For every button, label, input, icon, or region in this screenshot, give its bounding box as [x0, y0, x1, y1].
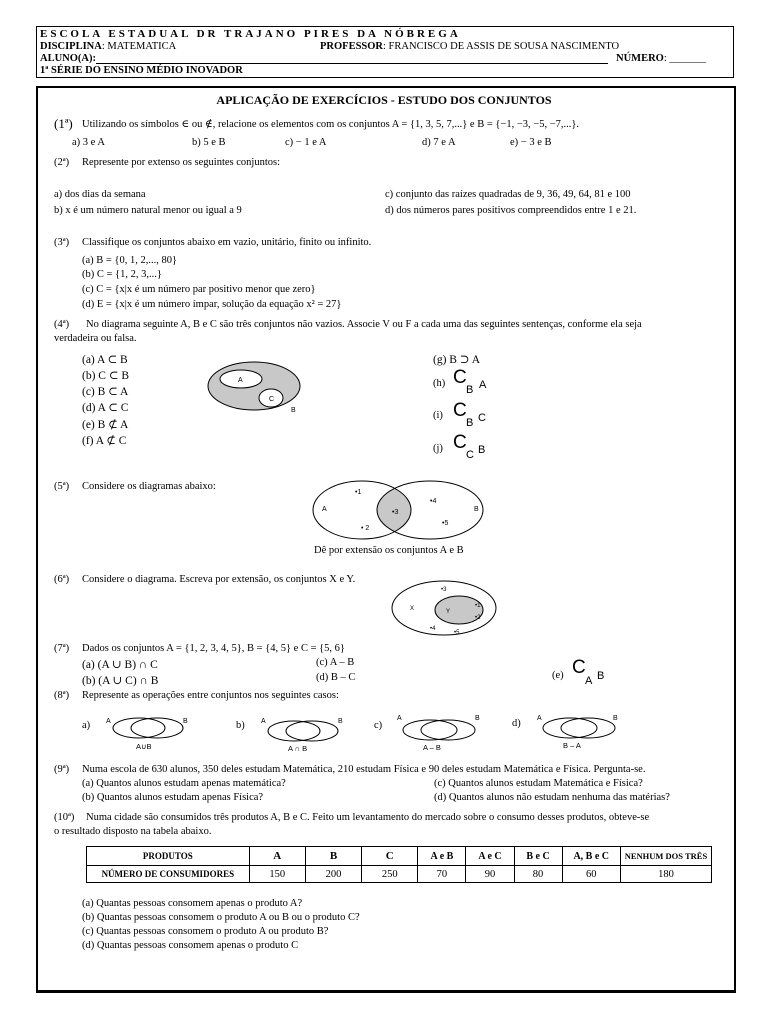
- q3-item-b: (b) C = {1, 2, 3,...}: [82, 269, 162, 280]
- q8-text: Represente as operações entre conjuntos nos seguintes casos:: [82, 690, 339, 701]
- q5-number: (5ª): [54, 481, 70, 492]
- q7-e-arg: B: [597, 670, 605, 682]
- q6-text: Considere o diagrama. Escreva por extensão, os conjuntos X e Y.: [82, 574, 356, 585]
- page-title: APLICAÇÃO DE EXERCÍCIOS - ESTUDO DOS CONJUNTOS: [216, 93, 552, 107]
- q4-item-d: (d) A ⊂ C: [82, 402, 129, 414]
- q6-venn-diagram: [390, 578, 502, 640]
- q4-text: No diagrama seguinte A, B e C são três conjuntos não vazios. Associe V ou F a cada uma das seguintes sentenças, conforme ela seja: [86, 319, 642, 330]
- q6-number: (6ª): [54, 574, 70, 585]
- q8-diagram-b: [258, 710, 348, 752]
- q2-item-c: c) conjunto das raízes quadradas de 9, 36, 49, 64, 81 e 100: [385, 189, 631, 200]
- table-header-cell: B e C: [514, 847, 562, 866]
- disciplina-label: DISCIPLINA: [40, 41, 102, 52]
- q10-text: Numa cidade são consumidos três produtos A, B e C. Feito um levantamento do mercado sobre o consumo desses produtos, obteve-se: [86, 812, 650, 823]
- q4-j-arg: B: [478, 444, 486, 456]
- q8-c-label-A: A: [397, 715, 402, 722]
- disciplina-line: [40, 41, 176, 52]
- numero-label: NÚMERO: [616, 53, 664, 64]
- q10-number: (10ª): [54, 812, 75, 823]
- q1-item-d: d) 7 e A: [422, 137, 456, 148]
- q9-item-c: (c) Quantos alunos estudam Matemática e Física?: [434, 778, 643, 789]
- q4-i-complement-C: C: [453, 400, 467, 421]
- q8-b-label-B: B: [338, 718, 343, 725]
- q3-item-c: (c) C = {x|x é um número par positivo menor que zero}: [82, 284, 316, 295]
- q4-h-complement-C: C: [453, 367, 467, 388]
- q5-caption: Dê por extensão os conjuntos A e B: [314, 545, 464, 556]
- q4-item-c: (c) B ⊂ A: [82, 386, 129, 398]
- aluno-label: ALUNO(A):: [40, 53, 96, 64]
- q7-number: (7ª): [54, 643, 70, 654]
- q1-item-c: c) − 1 e A: [285, 137, 327, 148]
- q8-a-letter: a): [82, 720, 91, 731]
- q8-c-letter: c): [374, 720, 383, 731]
- q5-label-A: A: [322, 506, 327, 513]
- q4-i-sub: B: [466, 417, 474, 429]
- q1-item-e: e) − 3 e B: [510, 137, 552, 148]
- q4-j-complement-C: C: [453, 432, 467, 453]
- q5-element-5: •5: [442, 520, 449, 527]
- q8-d-caption: B – A: [563, 741, 581, 750]
- q8-d-label-B: B: [613, 715, 618, 722]
- q4-item-j-label: (j): [433, 443, 443, 454]
- table-header-row: [87, 847, 712, 866]
- q2-item-a: a) dos dias da semana: [54, 189, 146, 200]
- q8-b-letter: b): [236, 720, 245, 731]
- q5-text: Considere os diagramas abaixo:: [82, 481, 216, 492]
- q8-diagram-a: [103, 710, 193, 752]
- q4-h-sub: B: [466, 384, 474, 396]
- q8-d-letter: d): [512, 718, 521, 729]
- q10-item-a: (a) Quantas pessoas consomem apenas o produto A?: [82, 898, 303, 909]
- table-header-cell: A e B: [418, 847, 466, 866]
- q9-number: (9ª): [54, 764, 70, 775]
- q3-number: (3ª): [54, 237, 70, 248]
- aluno-line[interactable]: [96, 63, 608, 64]
- q9-text: Numa escola de 630 alunos, 350 deles estudam Matemática, 210 estudam Física e 90 deles estudam Matemática e Física. Pergunta-se.: [82, 764, 646, 775]
- q8-a-label-A: A: [106, 718, 111, 725]
- q8-c-label-B: B: [475, 715, 480, 722]
- q4-venn-diagram: [205, 360, 305, 416]
- q7-item-e-label: (e): [552, 670, 564, 681]
- table-cell: 80: [514, 866, 562, 883]
- table-cell: 90: [466, 866, 514, 883]
- disciplina-value: : MATEMATICA: [101, 41, 177, 52]
- numero-blank[interactable]: : _______: [663, 53, 707, 64]
- q10-consumption-table: [86, 846, 712, 883]
- serie-label: 1ª SÉRIE DO ENSINO MÉDIO INOVADOR: [40, 65, 243, 76]
- q7-e-sub: A: [585, 675, 593, 687]
- q2-text: Represente por extenso os seguintes conjuntos:: [82, 157, 281, 168]
- q6-element-2: •2: [475, 615, 481, 621]
- table-cell: 180: [620, 866, 711, 883]
- q4-text-2: verdadeira ou falsa.: [54, 333, 137, 344]
- table-header-cell: A: [249, 847, 305, 866]
- table-row: [87, 866, 712, 883]
- table-header-cell: A, B e C: [562, 847, 620, 866]
- table-header-cell: PRODUTOS: [87, 847, 250, 866]
- professor-value: : FRANCISCO DE ASSIS DE SOUSA NASCIMENTO: [383, 41, 620, 52]
- q4-item-a: (a) A ⊂ B: [82, 354, 128, 366]
- q7-item-c: (c) A – B: [316, 657, 355, 668]
- q4-item-e: (e) B ⊄ A: [82, 419, 129, 431]
- table-cell: 200: [305, 866, 361, 883]
- q3-item-a: (a) B = {0, 1, 2,..., 80}: [82, 255, 178, 266]
- q8-d-label-A: A: [537, 715, 542, 722]
- table-cell: 150: [249, 866, 305, 883]
- table-cell: 250: [362, 866, 418, 883]
- q6-label-X: X: [410, 606, 415, 612]
- q7-text: Dados os conjuntos A = {1, 2, 3, 4, 5}, B = {4, 5} e C = {5, 6}: [82, 643, 345, 654]
- q10-item-b: (b) Quantas pessoas consomem o produto A ou B ou o produto C?: [82, 912, 360, 923]
- q7-item-b: (b) (A ∪ C) ∩ B: [82, 675, 159, 687]
- q2-item-b: b) x é um número natural menor ou igual a 9: [54, 205, 242, 216]
- q4-h-arg: A: [479, 379, 487, 391]
- q1-text: Utilizando os símbolos ∈ ou ∉, relacione os elementos com os conjuntos A = {1, 3, 5, 7,...} e B = {−1, −3, −5, −7,...}.: [82, 119, 580, 130]
- q9-item-b: (b) Quantos alunos estudam apenas Física?: [82, 792, 264, 803]
- q5-element-4: •4: [430, 498, 437, 505]
- q6-element-1: •1: [475, 603, 481, 609]
- q5-element-1: •1: [355, 489, 362, 496]
- table-header-cell: NENHUM DOS TRÊS: [620, 847, 711, 866]
- table-header-cell: B: [305, 847, 361, 866]
- q4-i-arg: C: [478, 412, 486, 424]
- q7-complement-C: C: [572, 657, 586, 678]
- q7-item-d: (d) B – C: [316, 672, 356, 683]
- q6-element-5: •5: [454, 630, 460, 636]
- professor-line: [320, 41, 619, 52]
- q8-number: (8ª): [54, 690, 70, 701]
- q5-venn-diagram: [312, 478, 492, 542]
- q8-diagram-c: [393, 710, 485, 752]
- q9-item-a: (a) Quantos alunos estudam apenas matemática?: [82, 778, 286, 789]
- q5-element-2: • 2: [361, 525, 370, 532]
- q10-item-c: (c) Quantas pessoas consomem o produto A ou produto B?: [82, 926, 329, 937]
- q4-label-C: C: [269, 396, 275, 403]
- professor-label: PROFESSOR: [320, 41, 384, 52]
- q10-text-2: o resultado disposto na tabela abaixo.: [54, 826, 212, 837]
- table-cell: 60: [562, 866, 620, 883]
- school-name: ESCOLA ESTADUAL DR TRAJANO PIRES DA NÓBREGA: [40, 28, 461, 40]
- q5-label-B: B: [474, 506, 479, 513]
- q6-element-3: •3: [441, 587, 447, 593]
- q8-b-caption: A ∩ B: [288, 744, 308, 752]
- q7-item-a: (a) (A ∪ B) ∩ C: [82, 659, 158, 671]
- q6-element-4: •4: [430, 626, 436, 632]
- q2-item-d: d) dos números pares positivos compreendidos entre 1 e 21.: [385, 205, 637, 216]
- q4-item-h-label: (h): [433, 378, 446, 389]
- q9-item-d: (d) Quantos alunos não estudam nenhuma das matérias?: [434, 792, 670, 803]
- q1-item-a: a) 3 e A: [72, 137, 105, 148]
- q8-c-caption: A – B: [423, 743, 441, 752]
- table-header-cell: A e C: [466, 847, 514, 866]
- q2-number: (2ª): [54, 157, 70, 168]
- q8-diagram-d: [533, 710, 625, 752]
- q1-item-b: b) 5 e B: [192, 137, 226, 148]
- table-row-label: NÚMERO DE CONSUMIDORES: [87, 866, 250, 883]
- q4-label-A: A: [238, 377, 243, 384]
- q3-text: Classifique os conjuntos abaixo em vazio, unitário, finito ou infinito.: [82, 237, 372, 248]
- q4-item-g: (g) B ⊃ A: [433, 354, 481, 366]
- q3-item-d: (d) E = {x|x é um número ímpar, solução da equação x² = 27}: [82, 299, 342, 310]
- q8-a-caption: A∪B: [136, 742, 152, 751]
- q6-label-Y: Y: [446, 609, 451, 615]
- q10-item-d: (d) Quantas pessoas consomem apenas o produto C: [82, 940, 299, 951]
- numero-line: [616, 53, 706, 64]
- q4-item-f: (f) A ⊄ C: [82, 435, 127, 447]
- q4-j-sub: C: [466, 449, 474, 461]
- q4-label-B: B: [291, 407, 296, 414]
- q8-b-label-A: A: [261, 718, 266, 725]
- table-header-cell: C: [362, 847, 418, 866]
- q1-number: (1ª): [54, 116, 73, 131]
- q4-number: (4ª): [54, 319, 70, 330]
- q8-a-label-B: B: [183, 718, 188, 725]
- q4-item-i-label: (i): [433, 410, 443, 421]
- table-cell: 70: [418, 866, 466, 883]
- q5-element-3: •3: [392, 509, 399, 516]
- q4-item-b: (b) C ⊂ B: [82, 370, 130, 382]
